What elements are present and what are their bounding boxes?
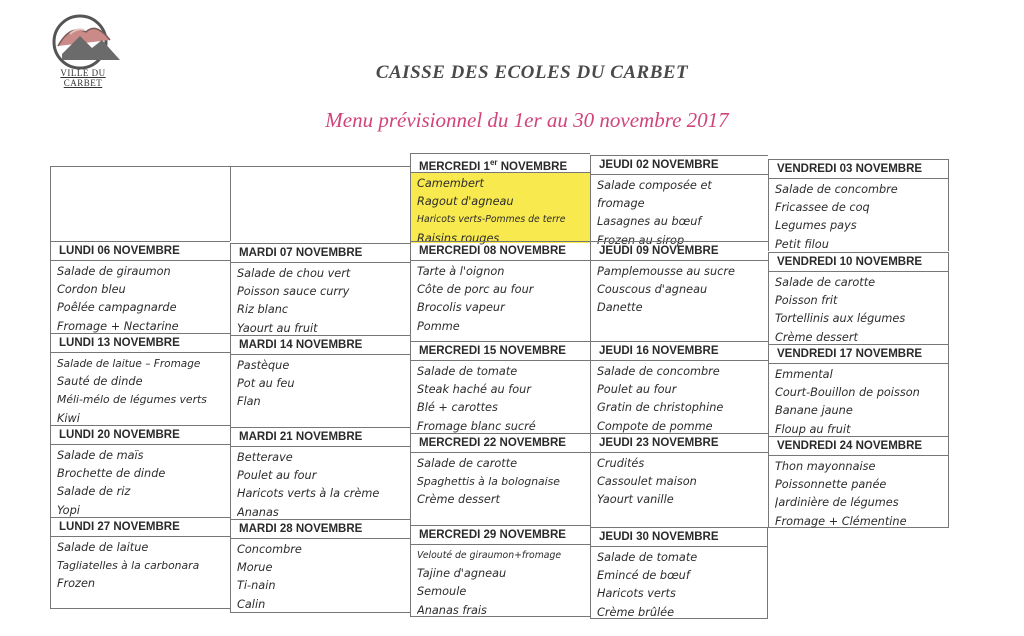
menu-item: Emincé de bœuf — [597, 569, 690, 583]
menu-item: Yaourt au fruit — [237, 321, 318, 335]
menu-item: Jardinière de légumes — [775, 496, 899, 510]
menu-item: Cordon bleu — [57, 283, 126, 297]
menu-item: Spaghettis à la bolognaise — [417, 475, 560, 489]
menu-cell-empty — [230, 166, 410, 241]
menu-item: Danette — [597, 301, 643, 315]
menu-item: Salade de riz — [57, 485, 131, 499]
day-header: MARDI 28 NOVEMBRE — [231, 520, 410, 539]
menu-item: Pamplemousse au sucre — [597, 265, 735, 278]
menu-cell-wednesday-22 — [410, 433, 590, 525]
menu-item: Riz blanc — [237, 303, 289, 317]
menu-item: Pot au feu — [237, 377, 295, 391]
menu-item: Salade de carotte — [775, 276, 876, 289]
menu-cell-tuesday-14 — [230, 335, 410, 427]
menu-item: Haricots verts-Pommes de terre — [417, 214, 566, 226]
menu-cell-tuesday-07 — [230, 243, 410, 335]
menu-cell-thursday-16 — [590, 341, 768, 433]
menu-item: Brocolis vapeur — [417, 301, 505, 315]
menu-item: Pomme — [417, 319, 460, 333]
day-header: LUNDI 13 NOVEMBRE — [51, 334, 230, 353]
menu-item: Steak haché au four — [417, 383, 531, 397]
menu-cell-wednesday-01 — [410, 153, 590, 245]
menu-item: Velouté de giraumon+fromage — [417, 550, 562, 561]
day-header: JEUDI 30 NOVEMBRE — [591, 528, 767, 547]
menu-item: Salade de giraumon — [57, 265, 171, 278]
menu-item: Frozen — [57, 577, 96, 591]
menu-cell-wednesday-29 — [410, 525, 590, 617]
menu-item: Ananas — [237, 505, 279, 519]
menu-cell-wednesday-15 — [410, 341, 590, 433]
menu-cell-tuesday-21 — [230, 427, 410, 519]
menu-item: Compote de pomme — [597, 419, 713, 433]
menu-item: Salade de tomate — [597, 551, 698, 564]
day-header: LUNDI 27 NOVEMBRE — [51, 518, 230, 537]
menu-cell-friday-24 — [768, 436, 949, 528]
menu-item: Frozen au sirop — [597, 233, 685, 247]
menu-item: Yaourt vanille — [597, 493, 674, 507]
menu-item: Pastèque — [237, 359, 290, 372]
menu-item: Poisson frit — [775, 294, 838, 308]
menu-subtitle: Menu prévisionnel du 1er au 30 novembre 2017 — [325, 108, 729, 132]
menu-item: Salade de concombre — [597, 365, 720, 378]
menu-item: Ragout d'agneau — [417, 195, 514, 209]
day-header: JEUDI 16 NOVEMBRE — [591, 342, 768, 361]
day-header: JEUDI 02 NOVEMBRE — [591, 156, 768, 175]
menu-item: Floup au fruit — [775, 422, 851, 436]
menu-cell-friday-17 — [768, 344, 949, 436]
day-header: MERCREDI 29 NOVEMBRE — [411, 526, 590, 545]
menu-item: Fromage blanc sucré — [417, 419, 536, 433]
day-header: MERCREDI 15 NOVEMBRE — [411, 342, 590, 361]
menu-item: Betterave — [237, 451, 293, 464]
menu-item: Brochette de dinde — [57, 467, 166, 481]
menu-item: Cassoulet maison — [597, 475, 697, 489]
menu-item: Tortellinis aux légumes — [775, 312, 906, 326]
day-header: JEUDI 09 NOVEMBRE — [591, 242, 768, 261]
menu-item: Thon mayonnaise — [775, 460, 876, 473]
menu-cell-monday-20 — [50, 425, 230, 517]
menu-item: Crème dessert — [417, 493, 500, 507]
menu-item: Petit filou — [775, 237, 829, 251]
menu-item: Fromage + Clémentine — [775, 514, 907, 528]
menu-item: Salade de concombre — [775, 183, 898, 196]
menu-item: Poêlée campagnarde — [57, 301, 177, 315]
day-header: MERCREDI 08 NOVEMBRE — [411, 242, 590, 261]
menu-item: Salade de tomate — [417, 365, 518, 378]
menu-cell-thursday-09 — [590, 241, 768, 341]
day-header: MERCREDI 1er NOVEMBRE — [411, 154, 590, 173]
menu-item: Tajine d'agneau — [417, 567, 507, 581]
menu-cell-friday-10 — [768, 252, 949, 344]
menu-item: Couscous d'agneau — [597, 283, 708, 297]
menu-item: Fricassee de coq — [775, 201, 870, 215]
menu-item: Poulet au four — [237, 469, 317, 483]
menu-item: Legumes pays — [775, 219, 857, 233]
menu-item: Calin — [237, 597, 266, 611]
day-header: MERCREDI 22 NOVEMBRE — [411, 434, 590, 453]
menu-item: Tagliatelles à la carbonara — [57, 559, 200, 573]
menu-cell-friday-03 — [768, 159, 949, 251]
menu-item: Salade de chou vert — [237, 267, 351, 280]
menu-item: Crème brûlée — [597, 605, 675, 619]
menu-cell-tuesday-28 — [230, 519, 410, 613]
day-header: MARDI 21 NOVEMBRE — [231, 428, 410, 447]
menu-item: Court-Bouillon de poisson — [775, 386, 920, 400]
menu-item: Banane jaune — [775, 404, 853, 418]
day-header: LUNDI 20 NOVEMBRE — [51, 426, 230, 445]
menu-cell-wednesday-08 — [410, 241, 590, 341]
menu-item: Flan — [237, 395, 261, 409]
menu-item: Blé + carottes — [417, 401, 498, 415]
menu-item: Salade de maïs — [57, 449, 144, 462]
menu-item: Raisins rouges — [417, 231, 500, 245]
menu-item: fromage — [597, 197, 645, 211]
menu-item: Kiwi — [57, 411, 80, 425]
menu-item: Salade de carotte — [417, 457, 518, 470]
menu-item: Lasagnes au bœuf — [597, 215, 702, 229]
menu-item: Haricots verts à la crème — [237, 487, 380, 501]
menu-item: Semoule — [417, 585, 467, 599]
day-header: VENDREDI 24 NOVEMBRE — [769, 437, 948, 456]
menu-item: Côte de porc au four — [417, 283, 534, 297]
menu-cell-monday-06 — [50, 241, 230, 333]
menu-item: Haricots verts — [597, 587, 676, 601]
menu-item: Tarte à l'oignon — [417, 265, 505, 278]
day-header: MARDI 07 NOVEMBRE — [231, 244, 410, 263]
menu-item: Ti-nain — [237, 579, 276, 593]
menu-item: Crudités — [597, 457, 645, 470]
menu-item: Poisson sauce curry — [237, 285, 350, 299]
menu-cell-empty — [50, 166, 230, 241]
menu-item: Ananas frais — [417, 603, 487, 617]
logo-caption: VILLE DU CARBET — [60, 68, 106, 88]
day-header: JEUDI 23 NOVEMBRE — [591, 434, 768, 453]
menu-item: Sauté de dinde — [57, 375, 143, 389]
menu-cell-monday-27 — [50, 517, 230, 609]
menu-item: Emmental — [775, 368, 833, 381]
menu-item: Poissonnette panée — [775, 478, 887, 492]
day-header: VENDREDI 17 NOVEMBRE — [769, 345, 948, 364]
highlighted-menu — [411, 173, 590, 243]
day-header: MARDI 14 NOVEMBRE — [231, 336, 410, 355]
menu-item: Camembert — [417, 177, 484, 190]
menu-item: Salade composée et — [597, 179, 712, 192]
menu-cell-monday-13 — [50, 333, 230, 425]
menu-item: Poulet au four — [597, 383, 677, 397]
menu-item: Yopi — [57, 503, 80, 517]
menu-item: Gratin de christophine — [597, 401, 724, 415]
menu-cell-thursday-02 — [590, 155, 768, 247]
menu-item: Morue — [237, 561, 273, 575]
day-header: LUNDI 06 NOVEMBRE — [51, 242, 230, 261]
menu-item: Fromage + Nectarine — [57, 319, 179, 333]
menu-item: Salade de laitue – Fromage — [57, 358, 201, 370]
day-header: VENDREDI 10 NOVEMBRE — [769, 253, 948, 272]
menu-cell-thursday-30 — [590, 527, 768, 619]
menu-item: Méli-mélo de légumes verts — [57, 393, 207, 407]
menu-cell-thursday-23 — [590, 433, 768, 527]
menu-item: Concombre — [237, 543, 302, 556]
day-header: VENDREDI 03 NOVEMBRE — [769, 160, 948, 179]
menu-item: Crème dessert — [775, 330, 858, 344]
page-title: CAISSE DES ECOLES DU CARBET — [375, 62, 689, 83]
menu-item: Salade de laitue — [57, 541, 149, 554]
